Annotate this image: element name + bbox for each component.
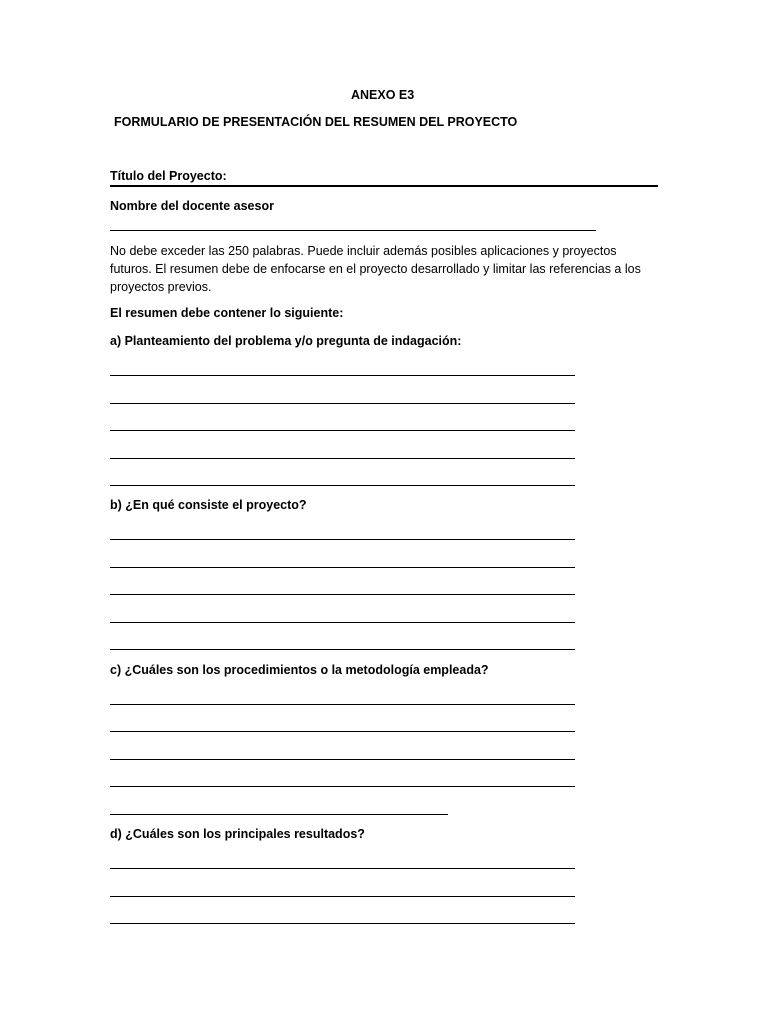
answer-line [110, 375, 575, 376]
answer-line [110, 567, 575, 568]
section-a-heading: a) Planteamiento del problema y/o pregunta de indagación: [110, 334, 462, 348]
answer-line [110, 786, 575, 787]
answer-line [110, 649, 575, 650]
answer-line [110, 403, 575, 404]
section-d-heading: d) ¿Cuáles son los principales resultados? [110, 827, 365, 841]
answer-line [110, 539, 575, 540]
answer-line [110, 458, 575, 459]
answer-line [110, 485, 575, 486]
answer-line [110, 896, 575, 897]
answer-line [110, 704, 575, 705]
summary-intro: El resumen debe contener lo siguiente: [110, 306, 344, 320]
answer-line [110, 923, 575, 924]
advisor-line [110, 230, 596, 231]
form-title: FORMULARIO DE PRESENTACIÓN DEL RESUMEN DEL PROYECTO [114, 115, 518, 129]
answer-line [110, 622, 575, 623]
advisor-label: Nombre del docente asesor [110, 199, 274, 213]
answer-line [110, 594, 575, 595]
answer-line [110, 731, 575, 732]
project-title-line [110, 185, 658, 187]
answer-line [110, 759, 575, 760]
answer-line [110, 814, 448, 815]
instructions-paragraph: No debe exceder las 250 palabras. Puede incluir además posibles aplicaciones y proyectos futuros. El resumen debe de enfocarse en el proyecto desarrollado y limitar las referencias a los proyectos previos. [110, 244, 641, 294]
answer-line [110, 868, 575, 869]
project-title-label: Título del Proyecto: [110, 169, 227, 183]
answer-line [110, 430, 575, 431]
annex-heading: ANEXO E3 [351, 88, 415, 102]
section-c-heading: c) ¿Cuáles son los procedimientos o la metodología empleada? [110, 663, 489, 677]
section-b-heading: b) ¿En qué consiste el proyecto? [110, 498, 307, 512]
